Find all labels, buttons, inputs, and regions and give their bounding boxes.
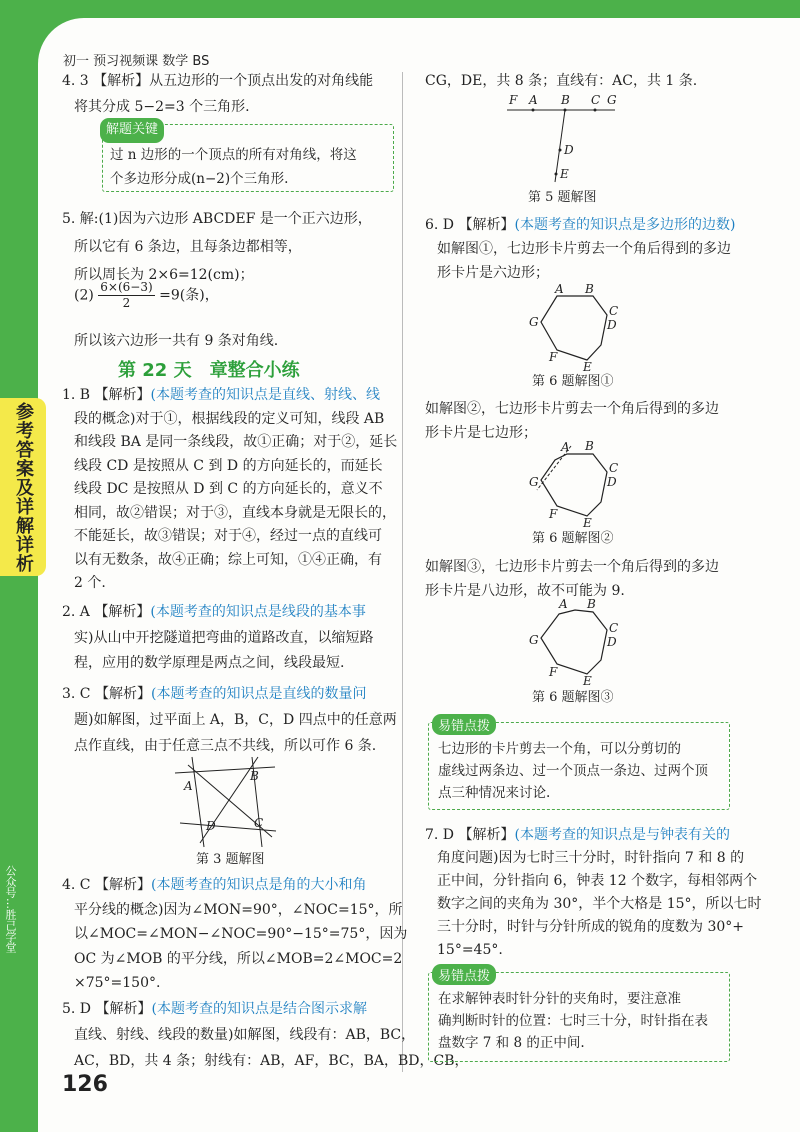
text-line: 2 个. [74, 575, 106, 591]
text-line: 以∠MOC=∠MON−∠NOC=90°−15°=75°，因为 [74, 926, 408, 942]
text-line: 5. D 【解析】(本题考查的知识点是结合图示求解 [62, 1001, 367, 1017]
text-line: ×75°=150°. [74, 975, 161, 991]
fig6-pt: G [529, 633, 539, 647]
key-box-label: 解题关键 [100, 118, 164, 143]
fig6-pt: F [549, 665, 558, 679]
error-box-2-label: 易错点拨 [432, 964, 496, 985]
text-line: 点作直线，由于任意三点不共线，所以可作 6 条. [74, 738, 377, 754]
frac-den: 2 [122, 296, 131, 310]
page-header: 初一 预习视频课 数学 BS [63, 54, 210, 69]
fig6-pt: D [607, 635, 617, 649]
text-line: 虚线过两条边、过一个顶点一条边、过两个顶 [438, 763, 708, 779]
fig6-pt: F [549, 507, 558, 521]
fraction [98, 280, 154, 311]
text-line: 实)从山中开挖隧道把弯曲的道路改直，以缩短路 [74, 629, 374, 646]
fig3-pt: D [206, 819, 216, 833]
text-line: 将其分成 5−2=3 个三角形. [74, 99, 250, 115]
text-line: 数字之间的夹角为 30°，半个大格是 15°，所以七时 [437, 896, 762, 912]
side-tab [0, 398, 46, 576]
page-number: 126 [62, 1072, 108, 1097]
fig6c-svg [525, 598, 630, 686]
fig6b-caption: 第 6 题解图② [532, 531, 614, 546]
text-line: 15°=45°. [437, 942, 503, 958]
text-line: 段的概念)对于①，根据线段的定义可知，线段 AB [74, 410, 385, 427]
text-line: 3. C 【解析】(本题考查的知识点是直线的数量问 [62, 686, 367, 702]
text-line: 不能延长，故③错误；对于④，经过一点的直线可 [74, 528, 382, 544]
text-line: 相同，故②错误；对于③，直线本身就是无限长的， [74, 504, 396, 521]
fig6-pt: D [607, 475, 617, 489]
fig3-pt: C [254, 816, 264, 830]
text-line: 形卡片是六边形； [437, 265, 549, 281]
text-line: 和线段 BA 是同一条线段，故①正确；对于②，延长 [74, 434, 398, 450]
fig5-pt: B [561, 93, 570, 107]
text-line: 4. 3 【解析】从五边形的一个顶点出发的对角线能 [62, 73, 374, 89]
text-line: 5. 解:(1)因为六边形 ABCDEF 是一个正六边形， [62, 211, 372, 227]
text-line: 如解图①，七边形卡片剪去一个角后得到的多边 [437, 241, 731, 257]
text-line: 程，应用的数学原理是两点之间，线段最短. [74, 655, 345, 671]
fig6-pt: B [587, 598, 596, 611]
fig3-line [175, 767, 275, 773]
text-line: 题)如解图，过平面上 A，B，C，D 四点中的任意两 [74, 712, 397, 728]
text-line: 线段 DC 是按照从 D 到 C 的方向延长的，意义不 [74, 481, 383, 497]
fig6-pt: A [561, 440, 570, 454]
frac-pre: (2) [74, 287, 94, 304]
fig3-pt: B [250, 769, 259, 783]
fig3-caption: 第 3 题解图 [196, 852, 265, 867]
fig6c-caption: 第 6 题解图③ [532, 690, 614, 705]
fig3-pt: A [184, 779, 193, 793]
fig6b-svg [525, 440, 630, 528]
text-line: 盘数字 7 和 8 的正中间. [438, 1035, 585, 1051]
error-box-1-label: 易错点拨 [432, 714, 496, 735]
fig6-pt: B [585, 283, 594, 296]
fig6-pt: A [559, 598, 568, 611]
fig6-pt: C [609, 461, 619, 475]
text-line: 在求解钟表时针分针的夹角时，要注意准 [438, 991, 681, 1007]
text-line: 个多边形分成(n−2)个三角形. [110, 171, 289, 187]
text-line: 以有无数条，故④正确；综上可知，①④正确，有 [74, 551, 382, 568]
column-divider [402, 72, 403, 1072]
fig6-pt: A [555, 283, 564, 296]
fig6-pt: C [609, 621, 619, 635]
text-line: OC 为∠MOB 的平分线，所以∠MOB=2∠MOC=2 [74, 950, 403, 967]
text-line: 如解图②，七边形卡片剪去一个角后得到的多边 [425, 401, 719, 417]
fig3-svg [170, 755, 280, 850]
q5-end: 所以该六边形一共有 9 条对角线. [74, 333, 279, 349]
fig5-pt: C [591, 93, 601, 107]
right-top-line: CG，DE，共 8 条；直线有：AC，共 1 条. [425, 73, 698, 89]
fig6-pt: C [609, 304, 619, 318]
text-line: 4. C 【解析】(本题考查的知识点是角的大小和角 [62, 877, 367, 893]
fig6-pt: E [583, 516, 592, 528]
text-line: 确判断时针的位置：七时三十分，时针指在表 [438, 1013, 708, 1029]
fig5-pt: A [529, 93, 538, 107]
text-line: 形卡片是八边形，故不可能为 9. [425, 583, 625, 599]
text-line: 所以周长为 2×6=12(cm)； [74, 267, 254, 283]
text-line: 平分线的概念)因为∠MON=90°，∠NOC=15°，所 [74, 901, 403, 918]
text-line: 线段 CD 是按照从 C 到 D 的方向延长的，而延长 [74, 457, 383, 474]
fig6a-svg [525, 283, 630, 371]
text-line: 角度问题)因为七时三十分时，时针指向 7 和 8 的 [437, 850, 745, 866]
fig6-pt: E [583, 360, 592, 371]
text-line: 三十分时，时针与分针所成的锐角的度数为 30°+ [437, 919, 744, 935]
text-line: 点三种情况来讨论. [438, 785, 551, 801]
frac-post: =9(条)， [159, 287, 219, 304]
fig6-pt: G [529, 315, 539, 329]
text-line: 2. A 【解析】(本题考查的知识点是线段的基本事 [62, 604, 366, 620]
text-line: 形卡片是七边形； [425, 425, 537, 441]
fig5-pt: D [564, 143, 574, 157]
fig6-pt: D [607, 318, 617, 332]
text-line: 7. D 【解析】(本题考查的知识点是与钟表有关的 [425, 827, 730, 843]
fig6-pt: E [583, 674, 592, 686]
frac-num: 6×(6−3) [100, 280, 153, 294]
text-line: 1. B 【解析】(本题考查的知识点是直线、射线、线 [62, 387, 381, 403]
fig6-pt: G [529, 475, 539, 489]
fig6a-caption: 第 6 题解图① [532, 374, 614, 389]
text-line: 6. D 【解析】(本题考查的知识点是多边形的边数) [425, 217, 736, 233]
text-line: 如解图③，七边形卡片剪去一个角后得到的多边 [425, 559, 719, 575]
fig6-pt: B [585, 440, 594, 453]
fig5-svg [505, 92, 620, 192]
fig5-pt: G [607, 93, 617, 107]
text-line: 正中间，分针指向 6，钟表 12 个数字，每相邻两个 [437, 873, 758, 889]
text-line: 七边形的卡片剪去一个角，可以分剪切的 [438, 741, 681, 757]
text-line: 直线、射线、线段的数量)如解图，线段有：AB，BC， [74, 1027, 416, 1043]
text-line: AC，BD，共 4 条；射线有：AB，AF，BC，BA，BD，CB， [74, 1053, 469, 1069]
text-line: 所以它有 6 条边，且每条边都相等， [74, 239, 302, 255]
fig5-caption: 第 5 题解图 [528, 190, 597, 205]
day-title: 第 22 天 章整合小练 [118, 360, 300, 381]
fig5-pt: E [560, 167, 569, 181]
frac-line [74, 280, 219, 311]
side-tab-label: 参考答案及详解详析 [13, 401, 34, 573]
side-watermark: 公众号…胜己学堂 [4, 865, 17, 953]
text-line: 过 n 边形的一个顶点的所有对角线，将这 [110, 147, 357, 163]
fig6-pt: F [549, 350, 558, 364]
fig5-pt: F [509, 93, 518, 107]
